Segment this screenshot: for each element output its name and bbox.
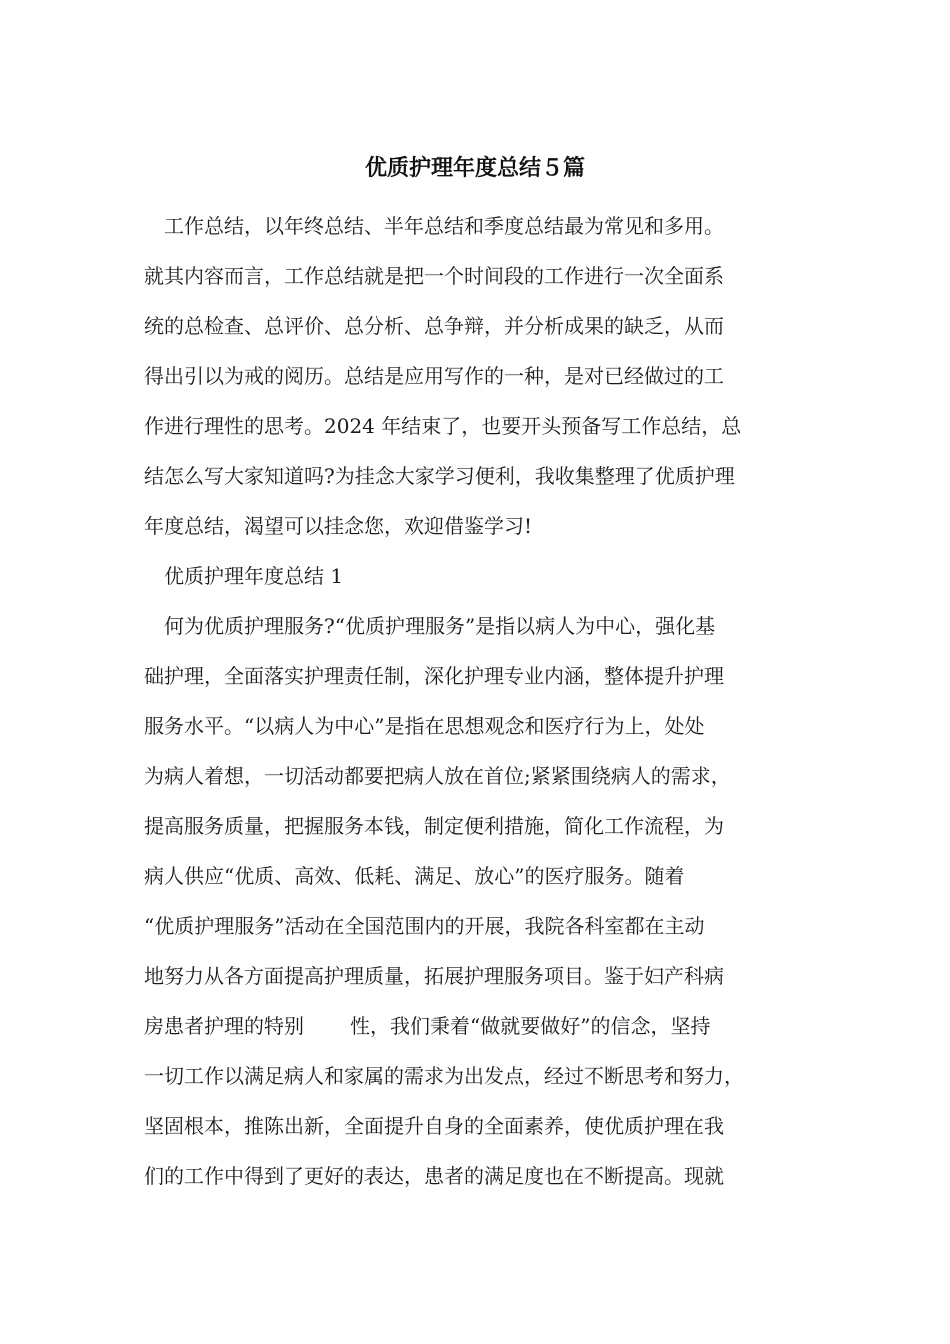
paragraph-line: 得出引以为戒的阅历。总结是应用写作的一种，是对已经做过的工 xyxy=(144,364,724,388)
paragraph-line: 服务水平。“以病人为中心”是指在思想观念和医疗行为上，处处 xyxy=(144,714,705,738)
paragraph-line: 结怎么写大家知道吗?为挂念大家学习便利，我收集整理了优质护理 xyxy=(144,464,735,488)
document-title: 优质护理年度总结５篇 xyxy=(364,156,585,181)
paragraph-line: 作进行理性的思考。2024 年结束了，也要开头预备写工作总结，总 xyxy=(144,414,742,438)
paragraph-line-split xyxy=(144,1011,710,1041)
split-line-left: 房患者护理的特别 xyxy=(144,1014,304,1038)
paragraph-line: “优质护理服务”活动在全国范围内的开展，我院各科室都在主动 xyxy=(144,914,705,938)
paragraph-line: 工作总结，以年终总结、半年总结和季度总结最为常见和多用。 xyxy=(144,214,724,238)
paragraph-line: 何为优质护理服务?“优质护理服务”是指以病人为中心，强化基 xyxy=(144,614,716,638)
section-heading: 优质护理年度总结 1 xyxy=(144,564,344,588)
paragraph-line: 病人供应“优质、高效、低耗、满足、放心”的医疗服务。随着 xyxy=(144,864,685,888)
paragraph-line: 一切工作以满足病人和家属的需求为出发点，经过不断思考和努力， xyxy=(144,1064,744,1088)
paragraph-line: 年度总结，渴望可以挂念您，欢迎借鉴学习! xyxy=(144,514,533,538)
paragraph-line: 地努力从各方面提高护理质量，拓展护理服务项目。鉴于妇产科病 xyxy=(144,964,724,988)
paragraph-line: 础护理，全面落实护理责任制，深化护理专业内涵，整体提升护理 xyxy=(144,664,724,688)
split-line-right: 性，我们秉着“做就要做好”的信念，坚持 xyxy=(350,1014,711,1038)
paragraph-line: 提高服务质量，把握服务本钱，制定便利措施，简化工作流程，为 xyxy=(144,814,724,838)
paragraph-line: 为病人着想，一切活动都要把病人放在首位;紧紧围绕病人的需求， xyxy=(144,764,731,788)
paragraph-line: 们的工作中得到了更好的表达，患者的满足度也在不断提高。现就 xyxy=(144,1164,724,1188)
paragraph-line: 统的总检查、总评价、总分析、总争辩，并分析成果的缺乏，从而 xyxy=(144,314,724,338)
paragraph-line: 坚固根本，推陈出新，全面提升自身的全面素养，使优质护理在我 xyxy=(144,1114,724,1138)
paragraph-line: 就其内容而言，工作总结就是把一个时间段的工作进行一次全面系 xyxy=(144,264,724,288)
